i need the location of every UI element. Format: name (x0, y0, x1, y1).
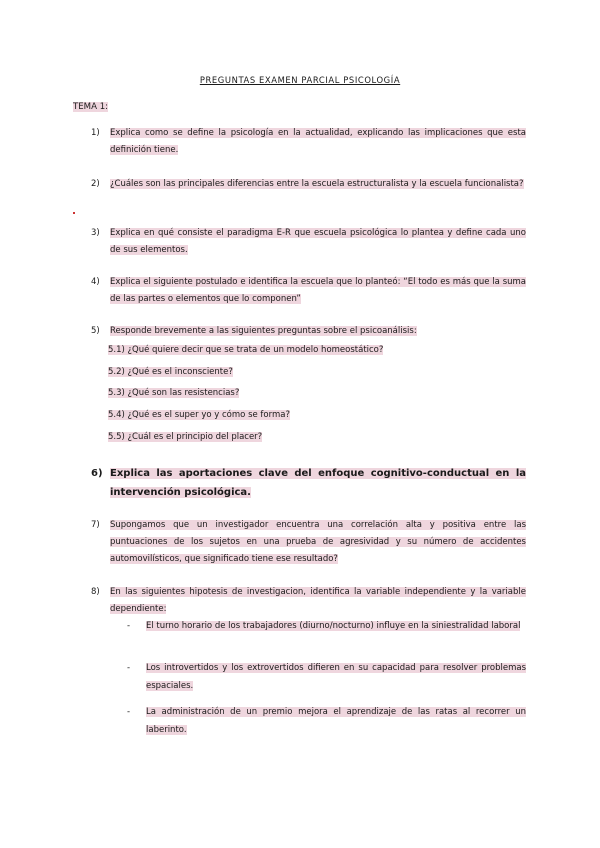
red-mark (73, 212, 75, 214)
question-1 (91, 125, 526, 159)
question-number: 2) (91, 179, 100, 189)
question-text: Supongamos que un investigador encuentra una correlación alta y positiva entre las puntuaciones de los sujetos en una prueba de agresividad y su número de accidentes automovilísticos, que significado tiene ese resultado? (110, 520, 526, 564)
question-4 (91, 274, 526, 308)
question-5 (91, 323, 526, 340)
question-text: Responde brevemente a las siguientes preguntas sobre el psicoanálisis: (110, 326, 417, 336)
question-2 (91, 176, 526, 193)
bullet-dash: - (127, 621, 131, 631)
question-number: 6) (91, 468, 103, 479)
question-6 (91, 464, 526, 502)
subquestion-5-1: 5.1) ¿Qué quiere decir que se trata de un modelo homeostático? (108, 345, 384, 355)
question-number: 1) (91, 128, 100, 138)
hypothesis-1 (127, 617, 526, 635)
subquestion-5-5: 5.5) ¿Cuál es el principio del placer? (108, 432, 263, 442)
document-title: PREGUNTAS EXAMEN PARCIAL PSICOLOGÍA (199, 75, 401, 85)
hypothesis-text: El turno horario de los trabajadores (diurno/nocturno) influye en la siniestralidad laboral (146, 621, 521, 631)
question-number: 5) (91, 326, 100, 336)
subquestion-5-3: 5.3) ¿Qué son las resistencias? (108, 388, 240, 398)
hypothesis-text: Los introvertidos y los extrovertidos difieren en su capacidad para resolver problemas espaciales. (146, 663, 526, 691)
question-number: 8) (91, 587, 100, 597)
question-number: 3) (91, 228, 100, 238)
question-text: En las siguientes hipotesis de investigacion, identifica la variable independiente y la variable dependiente: (110, 587, 526, 614)
bullet-dash: - (127, 663, 131, 673)
hypothesis-3 (127, 703, 526, 739)
question-text: Explica como se define la psicología en la actualidad, explicando las implicaciones que esta definición tiene. (110, 128, 526, 155)
hypothesis-text: La administración de un premio mejora el aprendizaje de las ratas al recorrer un laberinto. (146, 707, 526, 735)
question-7 (91, 517, 526, 568)
question-number: 4) (91, 277, 100, 287)
question-number: 7) (91, 520, 100, 530)
subquestion-5-2: 5.2) ¿Qué es el inconsciente? (108, 367, 233, 377)
question-text: ¿Cuáles son las principales diferencias entre la escuela estructuralista y la escuela funcionalista? (110, 179, 524, 189)
question-text: Explica el siguiente postulado e identifica la escuela que lo planteó: “El todo es más que la suma de las partes o elementos que lo componen” (110, 277, 526, 304)
question-text: Explica en qué consiste el paradigma E-R que escuela psicológica lo plantea y define cada uno de sus elementos. (110, 228, 526, 255)
question-8 (91, 584, 526, 618)
question-text: Explica las aportaciones clave del enfoque cognitivo-conductual en la intervención psicológica. (110, 468, 526, 498)
subquestion-5-4: 5.4) ¿Qué es el super yo y cómo se forma? (108, 410, 290, 420)
bullet-dash: - (127, 707, 131, 717)
question-3 (91, 225, 526, 259)
section-heading: TEMA 1: (73, 102, 109, 112)
hypothesis-2 (127, 659, 526, 695)
